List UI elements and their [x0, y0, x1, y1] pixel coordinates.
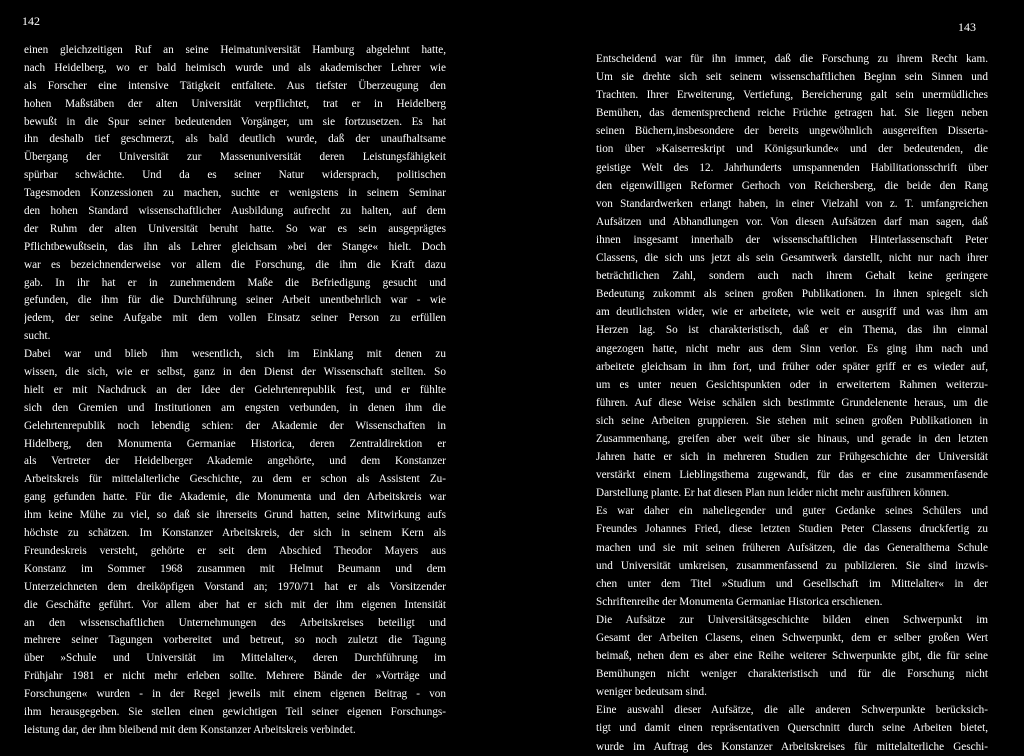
right-page: [512, 0, 1024, 753]
text-line: Tagesmoden Konzessionen zu machen, suchte er wenigstens in seinem Seminar: [24, 187, 446, 200]
text-line: höchste zu schätzen. Im Konstanzer Arbeitskreis, der sich in seinem Kern als: [24, 527, 446, 540]
text-line: Gelehrtenrepublik noch lebendig schien: der Akademie der Wissenschaften in: [24, 419, 446, 432]
right-page-number: 143: [958, 20, 976, 34]
text-line: gang gefunden hatte. Für die Akademie, die Monumenta und den Arbeitskreis war: [24, 491, 446, 504]
text-line: machen und sie mit seinen früheren Aufsätzen, die das Generalthema Schule: [596, 541, 988, 554]
text-line: über »Schule und Universität im Mittelalter«, deren Durchführung im: [24, 652, 446, 665]
text-line: verstärkt einem Lieblingsthema zugewandt, für das er eine zusammenfasende: [596, 469, 988, 482]
text-line: mehrere seiner Tagungen vorbereitet und betreut, so noch zuletzt die Tagung: [24, 634, 446, 647]
text-line: der Ruhm der alten Universität beruht hatte. So war es sein ausgeprägtes: [24, 222, 446, 235]
text-line: Aufsätzen und Abhandlungen vor. Von diesen Aufsätzen darf man sagen, daß: [596, 215, 988, 228]
text-line: Eine auswahl dieser Aufsätze, die alle anderen Schwerpunkte berücksich-: [596, 704, 988, 717]
text-line: Darstellung plante. Er hat diesen Plan nun leider nicht mehr ausführen können.: [596, 487, 950, 500]
text-line: Frühjahr 1981 er nicht mehr erleben sollte. Mehrere Bände der »Vorträge und: [24, 670, 446, 683]
text-line: am deutlichsten wider, wie er arbeitete, wie weit er ausgriff und was ihm am: [596, 306, 988, 319]
right-page-text: [596, 50, 988, 756]
text-line: Übergang der Universität zur Massenuniversität deren Leistungsfähigkeit: [24, 151, 446, 164]
text-line: Entscheidend war für ihn immer, daß die Forschung zu ihrem Recht kam.: [596, 53, 988, 65]
text-line: war es bezeichnenderweise vor allem die Forschung, die ihm die Kraft dazu: [24, 258, 446, 271]
text-line: hielt er mit Nachdruck an der Idee der Gelehrtenrepublik fest, und er fühlte: [24, 383, 446, 396]
text-line: Gesamt der Arbeiten Clasens, einen Schwerpunkt, dem er selber großen Wert: [596, 632, 988, 644]
text-line: als Vertreter der Heidelberger Akademie angehörte, und dem Konstanzer: [24, 455, 446, 468]
text-line: und Universität umkreisen, zusammenfassend zu publizieren. Sie sind inzwis-: [596, 559, 988, 572]
text-line: um es unter neuen Gesichtspunkten oder in erweitertem Rahmen weiterzu-: [596, 378, 988, 391]
text-line: sich den Gremien und Institutionen am engsten verbunden, in denen ihm die: [24, 401, 446, 414]
text-line: wissen, die sich, wie er selbst, ganz in den Dienst der Wissenschaft stellten. So: [24, 366, 446, 379]
text-line: Zusammenhang, greifen aber weit über sie hinaus, und gerade in den letzten: [596, 432, 988, 445]
text-line: Konstanz im Sommer 1968 zusammen mit Helmut Beumann und dem: [24, 562, 446, 575]
text-line: sucht.: [24, 330, 51, 343]
left-page: [0, 0, 512, 734]
text-line: Freundes Johannes Fried, diese letzten Studien Peter Classens druckfertig zu: [596, 523, 988, 536]
text-line: Forschungen« wurden - in der Regel jeweils mit einem eigenen Beitrag - von: [24, 688, 446, 701]
text-line: arbeitete gleichsam in ihm fort, und früher oder später griff er es wieder auf,: [596, 360, 988, 373]
text-line: Arbeitskreis für mittelalterliche Geschichte, zu dem er schon als Assistent Zu-: [24, 473, 446, 486]
text-line: gab. In ihr hat er in zunehmendem Maße die Befriedigung gesucht und: [24, 276, 446, 289]
text-line: Die Aufsätze zur Universitätsgeschichte bilden einen Schwerpunkt im: [596, 613, 988, 626]
left-page-number: 142: [22, 14, 40, 28]
text-line: Pflichtbewußtsein, das ihn als Lehrer gleichsam »bei der Stange« hielt. Doch: [24, 240, 446, 253]
text-line: ihnen insgesamt innerhalb der wissenschaftlichen Hinterlassenschaft Peter: [596, 233, 988, 246]
text-line: an den wissenschaftlichen Unternehmungen des Arbeitskreises beteiligt und: [24, 616, 446, 629]
text-line: ihm keine Mühe zu viel, so daß sie ihrerseits Grund hatten, seine Mitwirkung aufs: [24, 509, 446, 522]
text-line: spürbar schwächte. Und da es seiner Natur widersprach, politischen: [24, 169, 446, 182]
text-line: Bemühungen nicht weniger charakteristisch und für die Forschung nicht: [596, 668, 988, 681]
text-line: führen. Auf diese Weise schälen sich bestimmte Grundelenente heraus, um die: [596, 396, 988, 409]
text-line: Jahren hatte er sich in mehreren Studien zur Frühgeschichte der Universität: [596, 451, 988, 464]
text-line: chen unter dem Titel »Studium und Gesellschaft im Mittelalter« in der: [596, 577, 988, 590]
text-line: seinen Büchern,insbesondere der bereits ungewöhnlich ausgereiften Disserta-: [596, 125, 988, 138]
text-line: geistige Welt des 12. Jahrhunderts umspannenden Habilitationsschrift über: [596, 161, 988, 174]
text-line: weniger bedeutsam sind.: [596, 686, 707, 699]
text-line: von Standardwerken erlangt haben, in einer Vielzahl von z. T. umfangreichen: [596, 197, 988, 210]
text-line: hohen Maßstäben der alten Universität verpflichtet, trat er in Heidelberg: [24, 97, 446, 110]
text-line: Freundeskreis versteht, gehörte er seit dem Abschied Theodor Mayers aus: [24, 544, 446, 557]
text-line: Bedeutung zukommt als seinen großen Publikationen. In ihnen spiegelt sich: [596, 288, 988, 301]
text-line: die Geschäfte geführt. Vor allem aber hat er sich mit der ihm eigenen Intensität: [24, 598, 446, 611]
text-line: Hidelberg, den Monumenta Germaniae Historica, deren Zentraldirektion er: [24, 437, 446, 450]
text-line: Unterzeichneten dem dreiköpfigen Vorstand an; 1970/71 hat er als Vorsitzender: [24, 580, 446, 593]
text-line: Schriftenreihe der Monumenta Germaniae Historica erschienen.: [596, 595, 883, 608]
text-line: ihm herausgegeben. Sie stellen einen gewichtigen Teil seiner eigenen Forschungs-: [24, 705, 446, 718]
text-line: nach Heidelberg, wo er bald heimisch wurde und als akademischer Lehrer wie: [24, 61, 446, 74]
text-line: Classens, die sich uns jetzt als sein Gesamtwerk darstellt, nicht nur nach ihrer: [596, 252, 988, 265]
left-page-text: [24, 42, 446, 740]
text-line: ihn deshalb tief geschmerzt, als bald deutlich wurde, daß der unaufhaltsame: [24, 133, 446, 146]
text-line: tion über »Kaiserreskript und Königsurkunde« und der bedeutenden, die: [596, 143, 988, 156]
text-line: Um sie drehte sich seit seinem wissenschaftlichen Beginn sein Sinnen und: [596, 71, 988, 84]
text-line: den hohen Standard wissenschaftlicher Ausbildung aufrecht zu halten, auf dem: [24, 205, 446, 218]
text-line: Bemühen, das dementsprechend reiche Früchte getragen hat. Sie liegen neben: [596, 107, 988, 120]
text-line: beträchtlichen Zahl, sondern auch nach ihrem Gehalt keine geringere: [596, 270, 988, 283]
text-line: als Forscher eine intensive Tätigkeit entfaltete. Aus tiefster Überzeugung den: [24, 79, 446, 92]
text-line: einen gleichzeitigen Ruf an seine Heimatuniversität Hamburg abgelehnt hatte,: [24, 44, 446, 56]
text-line: leistung dar, der ihm bleibend mit dem Konstanzer Arbeitskreis verbindet.: [24, 723, 356, 736]
text-line: Dabei war und blieb ihm wesentlich, sich im Einklang mit denen zu: [24, 348, 446, 361]
text-line: bewußt in die Spur seiner bedeutenden Vorgänger, um sie fortzusetzen. Es hat: [24, 115, 446, 128]
text-line: wurde im Auftrag des Konstanzer Arbeitskreises für mittelalterliche Geschi-: [596, 740, 988, 753]
text-line: jedem, der seine Aufgabe mit dem vollen Einsatz seiner Person zu erfüllen: [24, 312, 446, 325]
text-line: angezogen hatte, nicht mehr aus dem Sinn verlor. Es ging ihm nach und: [596, 342, 988, 355]
text-line: den eigenwilligen Reformer Gerhoch von Reichersberg, die beide den Rang: [596, 179, 988, 192]
text-line: beimaß, nehen dem es aber eine Reihe weiterer Schwerpunkte gibt, die für seine: [596, 650, 988, 663]
text-line: tigt und damit einen repräsentativen Querschnitt durch seine Arbeiten bietet,: [596, 722, 988, 735]
text-line: gefunden, die ihm für die Durchführung seiner Arbeit unentbehrlich war - wie: [24, 294, 446, 307]
text-line: sich seine Arbeiten gruppieren. Sie stehen mit seinen großen Publikationen in: [596, 414, 988, 427]
text-line: Herzen lag. So ist charakteristisch, daß er ein Thema, das ihn einmal: [596, 324, 988, 337]
text-line: Es war daher ein naheliegender und guter Gedanke seines Schülers und: [596, 505, 988, 518]
text-line: Trachten. Ihrer Erweiterung, Vertiefung, Bereicherung galt sein unermüdliches: [596, 89, 988, 102]
